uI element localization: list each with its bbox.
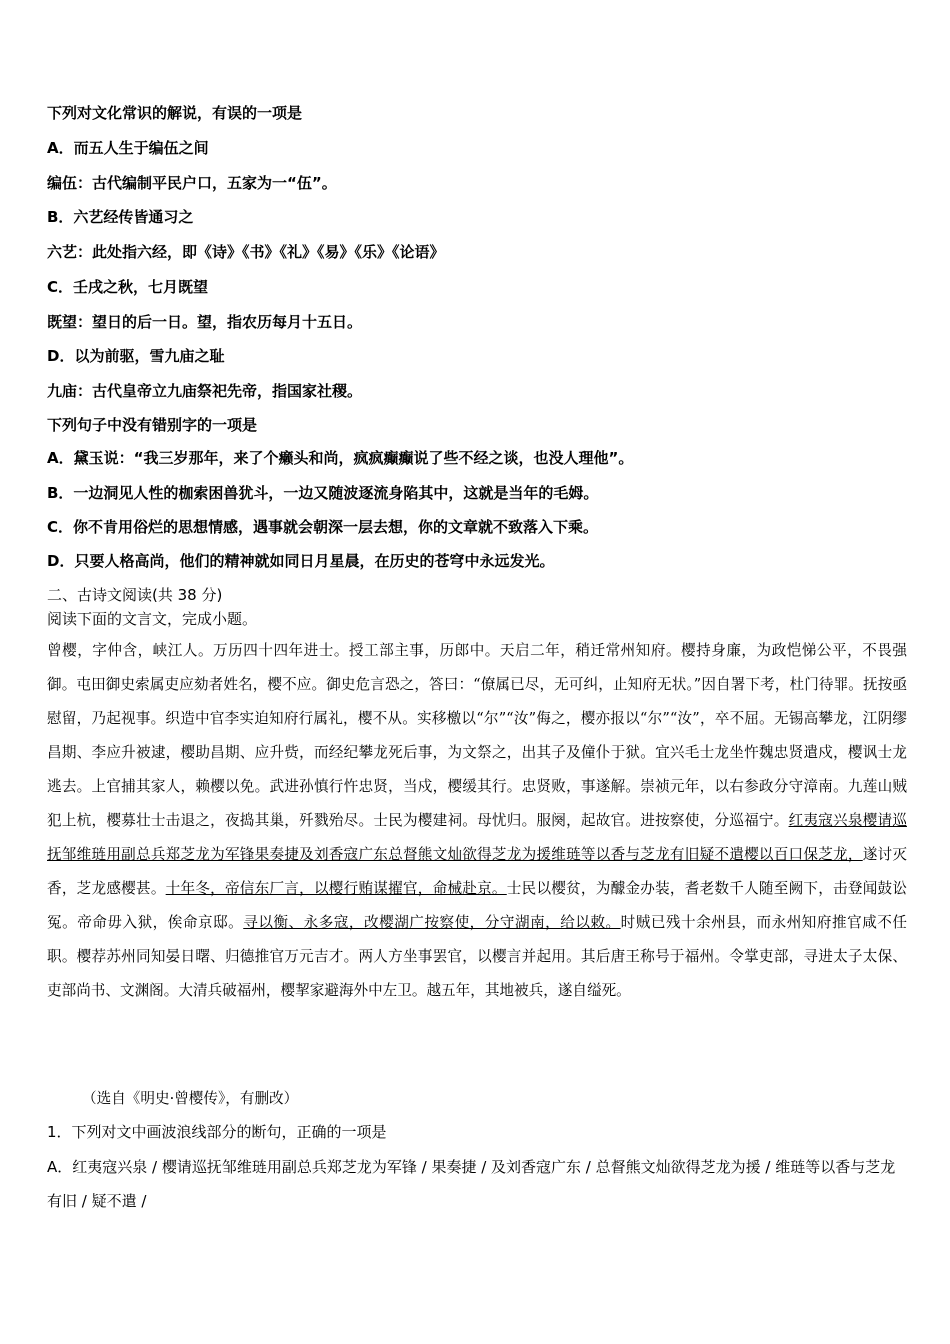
underlined-sentence-1: 十年冬，帝信东厂言，以樱行贿谋擢官，命械赴京。 (165, 880, 507, 897)
reading-instruction: 阅读下面的文言文，完成小题。 (47, 610, 258, 628)
note-a: 编伍：古代编制平民户口，五家为一“伍”。 (47, 174, 337, 192)
underlined-sentence-2: 寻以衡、永多寇，改樱湖广按察使，分守湖南，给以敕。 (243, 914, 621, 931)
option-c: C．壬戌之秋，七月既望 (47, 278, 209, 296)
typo-option-a: A．黛玉说：“我三岁那年，来了个癞头和尚，疯疯癫癫说了些不经之谈，也没人理他”。 (47, 449, 634, 467)
typo-option-c: C．你不肯用俗烂的思想情感，遇事就会朝深一层去想，你的文章就不致落入下乘。 (47, 518, 599, 536)
option-d: D．以为前驱，雪九庙之耻 (47, 347, 225, 365)
question-1-option-a: A．红夷寇兴泉 / 樱请巡抚邹维琏用副总兵郑芝龙为军锋 / 果奏捷 / 及刘香寇广东 / 总督熊文灿欲得芝龙为援 / 维琏等以香与芝龙有旧 / 疑不遣 / (47, 1158, 896, 1210)
option-a: A．而五人生于编伍之间 (47, 139, 209, 157)
passage-source: （选自《明史·曾樱传》，有删改） (82, 1090, 299, 1107)
passage-part-2: 遂讨灭香，芝龙感樱甚。 (47, 846, 907, 897)
passage-part-4: 时贼已残十余州县，而永州知府推官咸不任职。樱荐苏州同知晏日曙、归德推官万元吉才。两人方坐事罢官，以樱言并起用。其后唐王称号于福州。令掌吏部，寻进太子太保、吏部尚书、文渊阁。大清兵破福州，樱挈家避海外中左卫。越五年，其地被兵，遂自缢死。 (47, 914, 907, 999)
wavy-underlined-sentence: 红夷寇兴泉樱请巡抚邹维琏用副总兵郑芝龙为军锋果奏捷及刘香寇广东总督熊文灿欲得芝龙为援维琏等以香与芝龙有旧疑不遣樱以百口保芝龙， (47, 812, 907, 863)
note-d: 九庙：古代皇帝立九庙祭祀先帝，指国家社稷。 (47, 382, 363, 400)
typo-option-d: D．只要人格高尚，他们的精神就如同日月星晨，在历史的苍穹中永远发光。 (47, 552, 555, 570)
question-1-stem: 1．下列对文中画波浪线部分的断句，正确的一项是 (47, 1123, 387, 1141)
classical-passage (47, 634, 907, 1008)
passage-part-3: 士民以樱贫，为醵金办装，耆老数千人随至阙下，击登闻鼓讼冤。帝命毋入狱，俟命京邸。 (47, 880, 907, 931)
question-typo-heading: 下列句子中没有错别字的一项是 (47, 416, 258, 434)
note-b: 六艺：此处指六经，即《诗》《书》《礼》《易》《乐》《论语》 (47, 243, 445, 261)
passage-part-1: 曾樱，字仲含，峡江人。万历四十四年进士。授工部主事，历郎中。天启二年，稍迁常州知府。樱持身廉，为政恺悌公平，不畏强御。屯田御史索属吏应劾者姓名，樱不应。御史危言恐之，答曰：“僚属已尽，无可纠，止知府无状。”因自署下考，杜门待罪。抚按亟慰留，乃起视事。织造中官李实迫知府行属礼，樱不从。实移檄以“尔”“汝”侮之，樱亦报以“尔”“汝”，卒不屈。无锡高攀龙，江阴缪昌期、李应升被逮，樱助昌期、应升赀，而经纪攀龙死后事，为文祭之，出其子及僮仆于狱。宜兴毛士龙坐忤魏忠贤遣戍，樱讽士龙逃去。上官捕其家人，赖樱以免。武进孙慎行忤忠贤，当戍，樱缓其行。忠贤败，事遂解。崇祯元年，以右参政分守漳南。九莲山贼犯上杭，樱募壮士击退之，夜捣其巢，歼戮殆尽。士民为樱建祠。母忧归。服阕，起故官。进按察使，分巡福宁。 (47, 642, 907, 829)
option-b: B．六艺经传皆通习之 (47, 208, 194, 226)
section-heading: 二、古诗文阅读(共 38 分) (47, 586, 223, 604)
typo-option-b: B．一边洞见人性的枷索困兽犹斗，一边又随波逐流身陷其中，这就是当年的毛姆。 (47, 484, 599, 502)
note-c: 既望：望日的后一日。望，指农历每月十五日。 (47, 313, 363, 331)
question-culture-heading: 下列对文化常识的解说，有误的一项是 (47, 104, 303, 122)
